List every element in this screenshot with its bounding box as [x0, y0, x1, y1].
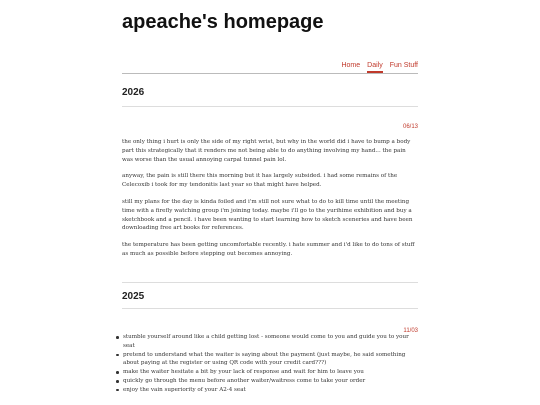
main-nav	[341, 62, 418, 73]
entry-paragraph: anyway, the pain is still there this morning but it has largely subsided. i had some remains of the Celecoxib i took for my tendonitis last year so that might have helped.	[122, 173, 398, 189]
year-heading-2026: 2026	[122, 87, 145, 98]
year-heading-2025: 2025	[122, 291, 145, 302]
entry-paragraph: the only thing i hurt is only the side of my right wrist, but why in the world did i have to bump a body part this strategically that it renders me not being able to do anything involving my hand... the pain was worse than the usual annoying carpal tunnel pain lol.	[122, 139, 411, 163]
section-divider	[122, 106, 418, 107]
entry-list	[122, 333, 418, 395]
list-item: pretend to understand what the waiter is saying about the payment (just maybe, he said something about paying at the register or using QR code with your credit card???)	[122, 351, 418, 369]
list-item: enjoy the vain superiority of your A2-4 seat	[122, 386, 418, 395]
list-item: stumble yourself around like a child getting lost - someone would come to you and guide you to your seat	[122, 333, 418, 351]
nav-home-link[interactable]: Home	[341, 62, 361, 69]
entry-paragraph: still my plans for the day is kinda foiled and i'm still not sure what to do to kill time until the meeting time with a firefly watching group i'm joining today. maybe i'll go to the yurihime exhibition and buy a sketchbook and a pencil. i have been wanting to start learning how to sketch sceneries and have been downloading free art books for references.	[122, 198, 413, 232]
nav-divider	[122, 73, 418, 74]
list-item: quickly go through the menu before another waiter/waitress come to take your order	[122, 377, 418, 386]
nav-daily-link[interactable]: Daily	[367, 62, 383, 73]
nav-fun-stuff-link[interactable]: Fun Stuff	[389, 62, 418, 69]
entry-date: 06/13	[402, 124, 418, 130]
site-title: apeache's homepage	[122, 11, 324, 33]
entry-date: 11/03	[403, 328, 418, 334]
section-divider	[122, 308, 418, 309]
entry-paragraph: the temperature has been getting uncomfortable recently. i hate summer and i'd like to do tons of stuff as much as possible before stepping out becomes annoying.	[122, 242, 415, 257]
entry-body	[122, 138, 418, 267]
list-item: make the waiter hesitate a bit by your lack of response and wait for him to leave you	[122, 368, 418, 377]
section-divider	[122, 282, 418, 283]
